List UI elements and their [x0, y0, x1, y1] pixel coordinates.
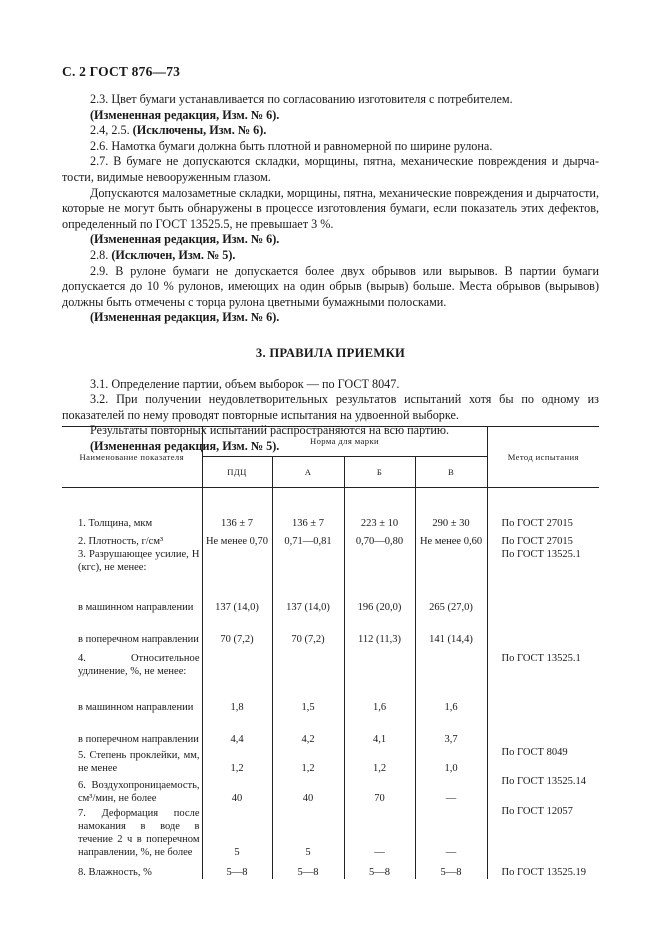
row-name: 1. Толщина, мкм [62, 510, 202, 530]
cell-method: По ГОСТ 13525.19 [501, 867, 586, 878]
amendment-note: (Измененная редакция, Изм. № 5). [90, 438, 280, 453]
cell-value: 70 (7,2) [272, 614, 344, 646]
clause-number: 2.4, 2.5. [90, 123, 130, 138]
paragraph-3-2-cont: Результаты повторных испытаний распространяются на всю партию. [90, 423, 450, 438]
row-name: 2. Плотность, г/см³ [62, 530, 202, 548]
cell-method: По ГОСТ 12057 [501, 806, 573, 817]
cell-value: 290 ± 30 [415, 510, 487, 530]
table-row [62, 548, 599, 580]
cell-value [344, 646, 415, 680]
paragraph-2-8 [62, 248, 599, 264]
row-name: 5. Степень проклейки, мм, не менее [62, 746, 202, 775]
paragraph-3-2: 3.2. При получении неудовлетворительных результатов испытаний хотя бы по одному из показателей по нему проводят повторные испытания на удвоенной выборке. [62, 392, 599, 422]
cell-value [202, 548, 272, 580]
cell-value: 112 (11,3) [344, 614, 415, 646]
cell-value: 1,6 [415, 680, 487, 714]
cell-value: 137 (14,0) [272, 580, 344, 614]
paragraph-2-4-2-5 [62, 123, 599, 139]
cell-value: 1,2 [202, 746, 272, 775]
cell-value: 265 (27,0) [415, 580, 487, 614]
row-name: 4. Относительное удлинение, %, не менее: [62, 646, 202, 680]
paragraph-2-7-cont: Допускаются малозаметные складки, морщины, пятна, механические повреждения и дырчатости, которые не могут быть обнаружены в процессе изготовления бумаги, если показатель этих дефектов, определенный по ГОСТ 13525.5, не превышает 3 %. [62, 185, 599, 231]
cell-value: — [344, 805, 415, 859]
row-name: в машинном направлении [62, 580, 202, 614]
table-row [62, 614, 599, 646]
cell-value: 5—8 [272, 859, 344, 879]
cell-method: По ГОСТ 8049 [501, 747, 568, 758]
cell-value: 1,2 [344, 746, 415, 775]
table-row [62, 775, 599, 805]
table-row [62, 859, 599, 879]
cell-value: 70 [344, 775, 415, 805]
cell-value: 4,4 [202, 714, 272, 746]
cell-value [415, 548, 487, 580]
cell-value [415, 646, 487, 680]
cell-method [487, 680, 599, 714]
amendment-note: (Исключены, Изм. № 6). [132, 123, 267, 138]
cell-method: По ГОСТ 27015 [501, 536, 573, 547]
cell-value [202, 646, 272, 680]
cell-value: 40 [272, 775, 344, 805]
cell-value: — [415, 775, 487, 805]
cell-value: 5 [272, 805, 344, 859]
cell-method [487, 580, 599, 614]
row-name: в поперечном направлении [62, 614, 202, 646]
section-title: 3. ПРАВИЛА ПРИЕМКИ [255, 345, 406, 360]
cell-value: 136 ± 7 [202, 510, 272, 530]
page-header: С. 2 ГОСТ 876—73 [62, 64, 181, 79]
cell-value: 5—8 [202, 859, 272, 879]
row-name: 8. Влажность, % [62, 859, 202, 879]
paragraph-2-7: 2.7. В бумаге не допускаются складки, морщины, пятна, механические повреждения и дырча-тости, видимые невооруженным глазом. [62, 154, 599, 184]
cell-value: 5 [202, 805, 272, 859]
body-text [62, 92, 599, 454]
paragraph-3-1: 3.1. Определение партии, объем выборок — по ГОСТ 8047. [90, 376, 400, 391]
cell-value: 70 (7,2) [202, 614, 272, 646]
column-header-method: Метод испытания [487, 427, 599, 488]
cell-method: По ГОСТ 13525.1 [501, 653, 581, 664]
cell-method: По ГОСТ 13525.14 [501, 776, 586, 787]
table-row [62, 805, 599, 859]
table-row [62, 510, 599, 530]
row-name: 3. Разрушающее усилие, Н (кгс), не менее: [62, 548, 202, 580]
amendment-note: (Измененная редакция, Изм. № 6). [90, 107, 280, 122]
cell-method: По ГОСТ 13525.1 [501, 549, 581, 560]
cell-value: 0,71—0,81 [272, 530, 344, 548]
cell-value [272, 548, 344, 580]
cell-value: Не менее 0,60 [415, 530, 487, 548]
cell-value: 5—8 [415, 859, 487, 879]
paragraph-2-3: 2.3. Цвет бумаги устанавливается по согласованию изготовителя с потребителем. [90, 92, 513, 106]
cell-value: 5—8 [344, 859, 415, 879]
cell-value [344, 548, 415, 580]
cell-method [487, 614, 599, 646]
table-row [62, 530, 599, 548]
cell-value: — [415, 805, 487, 859]
cell-value: 137 (14,0) [202, 580, 272, 614]
cell-value: 1,2 [272, 746, 344, 775]
cell-value [272, 646, 344, 680]
cell-value: 196 (20,0) [344, 580, 415, 614]
cell-value: 1,6 [344, 680, 415, 714]
row-name: в поперечном направлении [62, 714, 202, 746]
grade-header: В [415, 457, 487, 488]
table-row [62, 714, 599, 746]
paragraph-2-6: 2.6. Намотка бумаги должна быть плотной и равномерной по ширине рулона. [90, 138, 493, 153]
cell-value: 0,70—0,80 [344, 530, 415, 548]
table-row [62, 580, 599, 614]
cell-value: 3,7 [415, 714, 487, 746]
amendment-note: (Измененная редакция, Изм. № 6). [90, 232, 280, 247]
cell-value: 136 ± 7 [272, 510, 344, 530]
table-row [62, 746, 599, 775]
cell-value: 223 ± 10 [344, 510, 415, 530]
cell-value: 4,2 [272, 714, 344, 746]
table-body [62, 488, 599, 880]
row-name: 6. Воздухопроницаемость, см³/мин, не более [62, 775, 202, 805]
cell-method: По ГОСТ 27015 [501, 518, 573, 529]
cell-value: Не менее 0,70 [202, 530, 272, 548]
cell-value: 4,1 [344, 714, 415, 746]
table-row [62, 646, 599, 680]
cell-value: 1,5 [272, 680, 344, 714]
column-header-name: Наименование показателя [62, 427, 202, 488]
grade-header: Б [344, 457, 415, 488]
cell-value: 1,8 [202, 680, 272, 714]
table-row [62, 680, 599, 714]
cell-value: 40 [202, 775, 272, 805]
paragraph-2-9: 2.9. В рулоне бумаги не допускается более двух обрывов или вырывов. В партии бумаги допускается до 10 % рулонов, имеющих на один обрыв (вырыв) больше. Места обрывов (вырывов) должны быть отмечены с торца рулона цветными бумажными полосками. [62, 263, 599, 309]
amendment-note: (Измененная редакция, Изм. № 6). [90, 310, 280, 325]
row-name: 7. Деформация после намокания в воде в течение 2 ч в поперечном направлении, %, не более [62, 805, 202, 859]
cell-value: 1,0 [415, 746, 487, 775]
cell-value: 141 (14,4) [415, 614, 487, 646]
amendment-note: (Исключен, Изм. № 5). [111, 247, 236, 262]
cell-method [487, 714, 599, 746]
grade-header: А [272, 457, 344, 488]
grade-header: ПДЦ [202, 457, 272, 488]
column-header-norm: Норма для марки [202, 427, 487, 457]
specification-table [62, 426, 599, 879]
row-name: в машинном направлении [62, 680, 202, 714]
clause-number: 2.8. [90, 247, 109, 262]
